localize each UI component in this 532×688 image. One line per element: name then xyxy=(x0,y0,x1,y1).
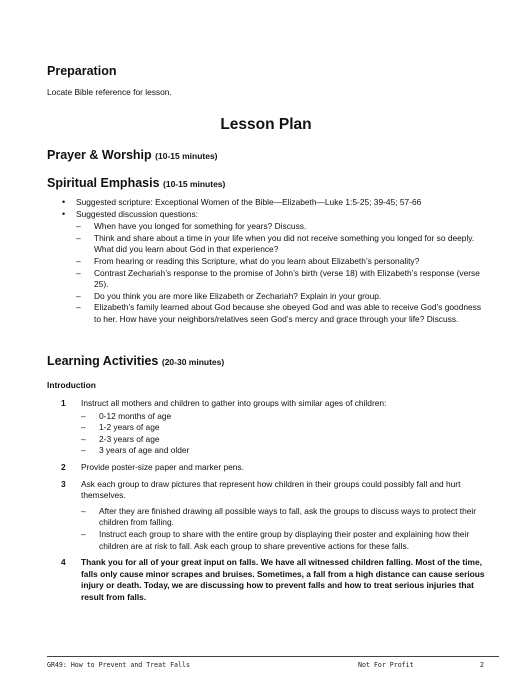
spiritual-heading-text: Spiritual Emphasis xyxy=(47,176,160,190)
step-3 xyxy=(61,479,488,553)
activity-substeps xyxy=(81,506,488,552)
learning-heading xyxy=(47,354,224,368)
question-item: – Think and share about a time in your life when you did not receive something you longed for so deeply. What did you learn about God in that experience? xyxy=(76,233,490,256)
learning-duration: (20-30 minutes) xyxy=(161,357,225,367)
lesson-title: Lesson Plan xyxy=(220,116,312,133)
footer-rule xyxy=(47,656,499,657)
footer-document-title: GR49: How to Prevent and Treat Falls xyxy=(47,661,190,669)
age-group-item: – 1-2 years of age xyxy=(81,422,488,434)
age-group-item: – 3 years of age and older xyxy=(81,445,488,457)
age-group-list xyxy=(81,411,488,457)
step-2 xyxy=(61,462,488,474)
footer-not-for-profit: Not For Profit xyxy=(358,661,414,669)
bullet-questions-label: Suggested discussion questions: xyxy=(76,208,198,219)
step-text: Provide poster-size paper and marker pens. xyxy=(81,461,244,472)
question-item: – When have you longed for something for years? Discuss. xyxy=(76,221,490,233)
step-text: Thank you for all of your great input on falls. We have all witnessed children falling. Most of the time, falls only cause minor scrapes and bruises. Sometimes, a fall from a high distance can cause serious injury or death. Today, we are discussing how to prevent falls and how to treat serious injuries that result from falls. xyxy=(81,557,485,602)
question-item: – Elizabeth’s family learned about God because she obeyed God and was able to receive God’s goodness to her. How have your neighbors/relatives seen God’s mercy and grace through your life? Discuss. xyxy=(76,302,490,325)
learning-heading-text: Learning Activities xyxy=(47,354,159,368)
question-item: – Do you think you are more like Elizabeth or Zechariah? Explain in your group. xyxy=(76,291,490,303)
step-text: Ask each group to draw pictures that represent how children in their groups could possibly fall and hurt themselves. xyxy=(81,478,461,501)
spiritual-heading xyxy=(47,176,225,190)
question-list xyxy=(76,221,490,325)
substep-item: – After they are finished drawing all possible ways to fall, ask the groups to discuss ways to protect their children from falling. xyxy=(81,506,488,529)
step-text: Instruct all mothers and children to gather into groups with similar ages of children: xyxy=(81,398,387,408)
prayer-duration: (10-15 minutes) xyxy=(155,151,218,161)
bullet-questions xyxy=(60,209,490,326)
preparation-heading: Preparation xyxy=(47,64,117,78)
preparation-text: Locate Bible reference for lesson. xyxy=(47,87,172,97)
footer-page-number: 2 xyxy=(480,661,484,669)
spiritual-list xyxy=(60,197,490,326)
step-number: 1 xyxy=(61,398,66,408)
prayer-heading xyxy=(47,148,218,162)
step-number: 3 xyxy=(61,478,66,489)
substep-item: – Instruct each group to share with the entire group by displaying their poster and explaining how their children are at risk to fall. Ask each group to share preventive actions for these falls. xyxy=(81,529,488,552)
prayer-heading-text: Prayer & Worship xyxy=(47,148,152,162)
question-item: – Contrast Zechariah’s response to the promise of John’s birth (verse 18) with Elizabeth’s response (verse 25). xyxy=(76,268,490,291)
bullet-scripture: • Suggested scripture: Exceptional Women of the Bible—Elizabeth—Luke 1:5-25; 39-45; 57-66 xyxy=(60,197,490,209)
age-group-item: – 2-3 years of age xyxy=(81,434,488,446)
question-item: – From hearing or reading this Scripture, what do you learn about Elizabeth’s personality? xyxy=(76,256,490,268)
step-number: 4 xyxy=(61,557,66,568)
step-number: 2 xyxy=(61,461,66,472)
steps-list xyxy=(61,398,488,609)
age-group-item: – 0-12 months of age xyxy=(81,411,488,423)
step-4 xyxy=(61,557,488,603)
step-1 xyxy=(61,398,488,457)
introduction-subheading: Introduction xyxy=(47,380,96,390)
spiritual-duration: (10-15 minutes) xyxy=(163,179,226,189)
